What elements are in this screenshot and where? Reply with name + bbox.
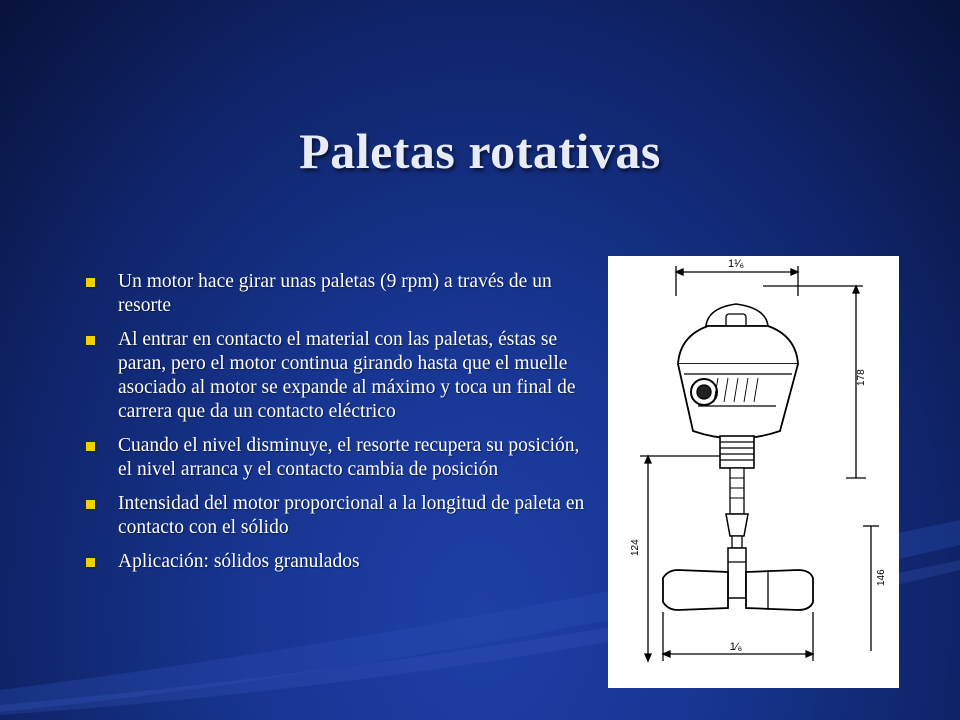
bullet-text: Al entrar en contacto el material con las paletas, éstas se paran, pero el motor continua girando hasta que el muelle asociado al motor se expande al máximo y toca un final de carrera que da un contacto eléctrico <box>118 329 576 422</box>
square-bullet-icon <box>86 336 95 345</box>
bullet-text: Cuando el nivel disminuye, el resorte recupera su posición, el nivel arranca y el contacto cambia de posición <box>118 435 580 480</box>
rotary-paddle-drawing <box>608 256 899 688</box>
paddle-width-label: 1⁄₆ <box>729 641 743 653</box>
right-paddle <box>746 570 813 610</box>
technical-drawing <box>608 256 899 688</box>
bullet-list <box>86 270 596 584</box>
left-paddle <box>663 570 728 610</box>
motor-housing <box>678 326 798 364</box>
square-bullet-icon <box>86 558 95 567</box>
bullet-item <box>86 270 596 318</box>
bullet-item <box>86 550 596 574</box>
bullet-text: Intensidad del motor proporcional a la longitud de paleta en contacto con el sólido <box>118 493 585 538</box>
bullet-item <box>86 492 596 540</box>
paddle-height-label: 146 <box>876 569 887 586</box>
top-width-label: 1¹⁄₆ <box>727 258 745 270</box>
bullet-item <box>86 328 596 424</box>
paddle-hub <box>728 548 746 598</box>
bullet-text: Aplicación: sólidos granulados <box>118 551 360 572</box>
shaft-coupling <box>726 514 748 536</box>
bullet-text: Un motor hace girar unas paletas (9 rpm) a través de un resorte <box>118 271 552 316</box>
total-height-label: 124 <box>630 539 641 556</box>
square-bullet-icon <box>86 500 95 509</box>
shaft <box>730 468 744 514</box>
bullet-item <box>86 434 596 482</box>
square-bullet-icon <box>86 278 95 287</box>
slide-title: Paletas rotativas <box>299 123 661 179</box>
threaded-connection <box>720 436 754 468</box>
head-height-label: 178 <box>856 369 867 386</box>
square-bullet-icon <box>86 442 95 451</box>
